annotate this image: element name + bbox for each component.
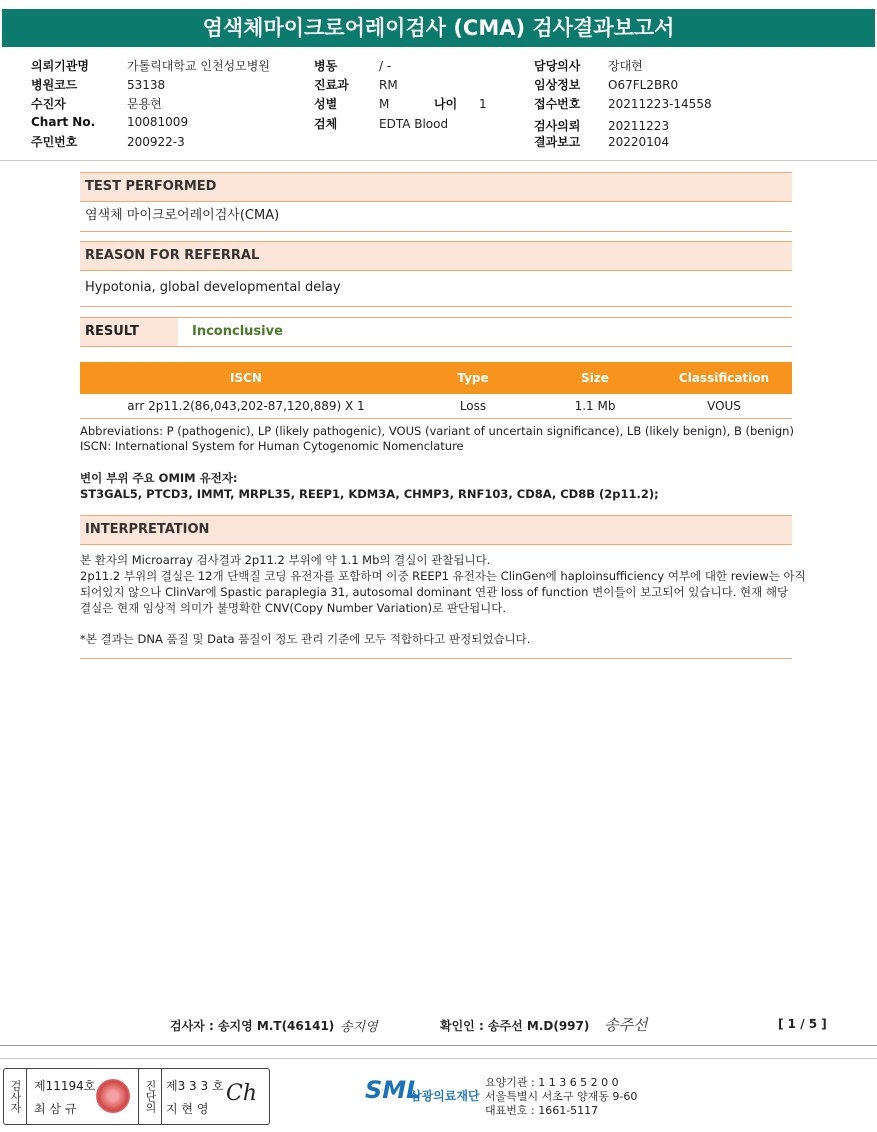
confirmer-signature: 송주선 <box>604 1016 648 1034</box>
interpretation-line: 본 환자의 Microarray 검사결과 2p11.2 부위에 약 1.1 Mb의 결실이 관찰됩니다. <box>80 553 491 567</box>
field-label: 담당의사 <box>534 59 581 73</box>
test-performed-label: TEST PERFORMED <box>80 172 792 202</box>
sml-logo: SML <box>365 1076 422 1104</box>
header-field <box>314 76 398 93</box>
interpretation-line: 되어있지 않으나 ClinVar에 Spastic paraplegia 31, autosomal dominant 연관 loss of function 변이들이 보고되어 있습니다. 현재 해당 <box>80 585 789 599</box>
field-label: 나이 <box>434 97 458 111</box>
org-info-line: 서울특별시 서초구 양재동 9-60 <box>485 1090 638 1103</box>
field-label: 결과보고 <box>534 135 581 149</box>
test-performed-value: 염색체 마이크로어레이검사(CMA) <box>80 202 792 232</box>
result-label: RESULT <box>80 318 178 346</box>
stamp-doctor-vertical: 진단의 <box>138 1069 162 1124</box>
cell-size: 1.1 Mb <box>534 394 656 419</box>
footer-divider-2 <box>0 1058 877 1059</box>
field-label: 병동 <box>314 59 338 73</box>
col-header-classification: Classification <box>656 362 792 394</box>
result-section <box>80 317 792 347</box>
field-label: 검사의뢰 <box>534 119 581 133</box>
header-field <box>314 95 389 112</box>
header-field <box>31 76 165 93</box>
field-value: 20211223 <box>608 119 670 133</box>
abbreviations-line: Abbreviations: P (pathogenic), LP (likely pathogenic), VOUS (variant of uncertain significance), LB (likely benign), B (benign) <box>80 424 794 438</box>
org-info-line: 대표번호 : 1661-5117 <box>485 1104 599 1117</box>
header-field <box>314 115 448 132</box>
quality-note: *본 결과는 DNA 품질 및 Data 품질이 정도 관리 기준에 모두 적합하다고 판정되었습니다. <box>80 632 531 646</box>
field-label: 진료과 <box>314 78 349 92</box>
org-name: 삼광의료재단 <box>410 1089 480 1103</box>
header-field <box>534 95 712 112</box>
field-value: 20220104 <box>608 135 670 149</box>
header-field <box>31 115 188 129</box>
field-value: M <box>379 97 390 111</box>
col-header-size: Size <box>534 362 656 394</box>
header-field <box>534 133 669 150</box>
stamp-signature: Ch <box>226 1081 258 1106</box>
examiner-label: 검사자 : 송지영 M.T(46141) <box>170 1019 335 1033</box>
stamp-examiner-name: 최 삼 규 <box>34 1102 77 1116</box>
header-divider <box>0 160 877 161</box>
stamp-examiner-number: 제11194호 <box>34 1079 96 1093</box>
col-header-type: Type <box>412 362 534 394</box>
field-label: 접수번호 <box>534 97 581 111</box>
field-label: 검체 <box>314 117 338 131</box>
seal-icon <box>96 1079 130 1113</box>
field-label: 병원코드 <box>31 78 78 92</box>
field-value: 가톨릭대학교 인천성모병원 <box>127 59 270 73</box>
interpretation-label: INTERPRETATION <box>80 515 792 545</box>
field-label: 성별 <box>314 97 338 111</box>
header-field <box>534 76 678 93</box>
omim-genes: ST3GAL5, PTCD3, IMMT, MRPL35, REEP1, KDM3A, CHMP3, RNF103, CD8A, CD8B (2p11.2); <box>80 487 659 501</box>
org-info <box>485 1076 637 1118</box>
page-number: [ 1 / 5 ] <box>778 1017 827 1031</box>
field-value: 10081009 <box>127 115 189 129</box>
field-label: 의뢰기관명 <box>31 59 89 73</box>
field-value: EDTA Blood <box>379 117 449 131</box>
table-row <box>80 394 792 419</box>
reason-value: Hypotonia, global developmental delay <box>80 271 792 307</box>
header-field <box>534 117 669 134</box>
stamp-doctor-name: 지 현 영 <box>166 1102 209 1116</box>
stamp-doctor-number: 제3 3 3 호 <box>166 1079 224 1093</box>
cell-iscn: arr 2p11.2(86,043,202-87,120,889) X 1 <box>80 394 412 419</box>
interpretation-end-line <box>80 658 792 659</box>
header-field <box>31 133 185 150</box>
field-value: 20211223-14558 <box>608 97 712 111</box>
omim-title: 변이 부위 주요 OMIM 유전자: <box>80 471 238 485</box>
field-value: RM <box>379 78 398 92</box>
cell-classification: VOUS <box>656 394 792 419</box>
confirmer-label: 확인인 : 송주선 M.D(997) <box>440 1019 590 1033</box>
interpretation-section <box>80 515 792 545</box>
field-value: O67FL2BR0 <box>608 78 679 92</box>
examiner-signature: 송지영 <box>340 1020 378 1035</box>
header-field <box>314 57 391 74</box>
iscn-definition: ISCN: International System for Human Cytogenomic Nomenclature <box>80 439 464 453</box>
field-label: Chart No. <box>31 115 96 129</box>
report-title: 염색체마이크로어레이검사 (CMA) 검사결과보고서 <box>2 9 875 47</box>
field-value: 문용현 <box>127 97 162 111</box>
footer-divider <box>0 1045 877 1046</box>
interpretation-line: 결실은 현재 임상적 의미가 불명확한 CNV(Copy Number Variation)로 판단됩니다. <box>80 601 507 615</box>
reason-section <box>80 241 792 307</box>
result-value: Inconclusive <box>192 324 283 339</box>
field-value: 장대현 <box>608 59 643 73</box>
header-field <box>534 57 643 74</box>
result-table <box>80 362 792 419</box>
field-value: 1 <box>479 97 487 111</box>
reason-label: REASON FOR REFERRAL <box>80 241 792 271</box>
field-value: 53138 <box>127 78 166 92</box>
field-value: / - <box>379 59 392 73</box>
interpretation-line: 2p11.2 부위의 결실은 12개 단백질 코딩 유전자를 포함하며 이중 REEP1 유전자는 ClinGen에 haploinsufficiency 여부에 대한 review는 아직 <box>80 569 806 583</box>
certification-stamp-box <box>3 1068 270 1125</box>
header-field <box>434 95 487 112</box>
header-field <box>31 95 162 112</box>
field-value: 200922-3 <box>127 135 185 149</box>
col-header-iscn: ISCN <box>80 362 412 394</box>
stamp-examiner-vertical: 검사자 <box>4 1069 27 1124</box>
header-field <box>31 57 270 74</box>
org-info-line: 요양기관 : 1 1 3 6 5 2 0 0 <box>485 1076 619 1089</box>
field-label: 주민번호 <box>31 135 78 149</box>
test-performed-section <box>80 172 792 232</box>
field-label: 수진자 <box>31 97 66 111</box>
cell-type: Loss <box>412 394 534 419</box>
field-label: 임상정보 <box>534 78 581 92</box>
